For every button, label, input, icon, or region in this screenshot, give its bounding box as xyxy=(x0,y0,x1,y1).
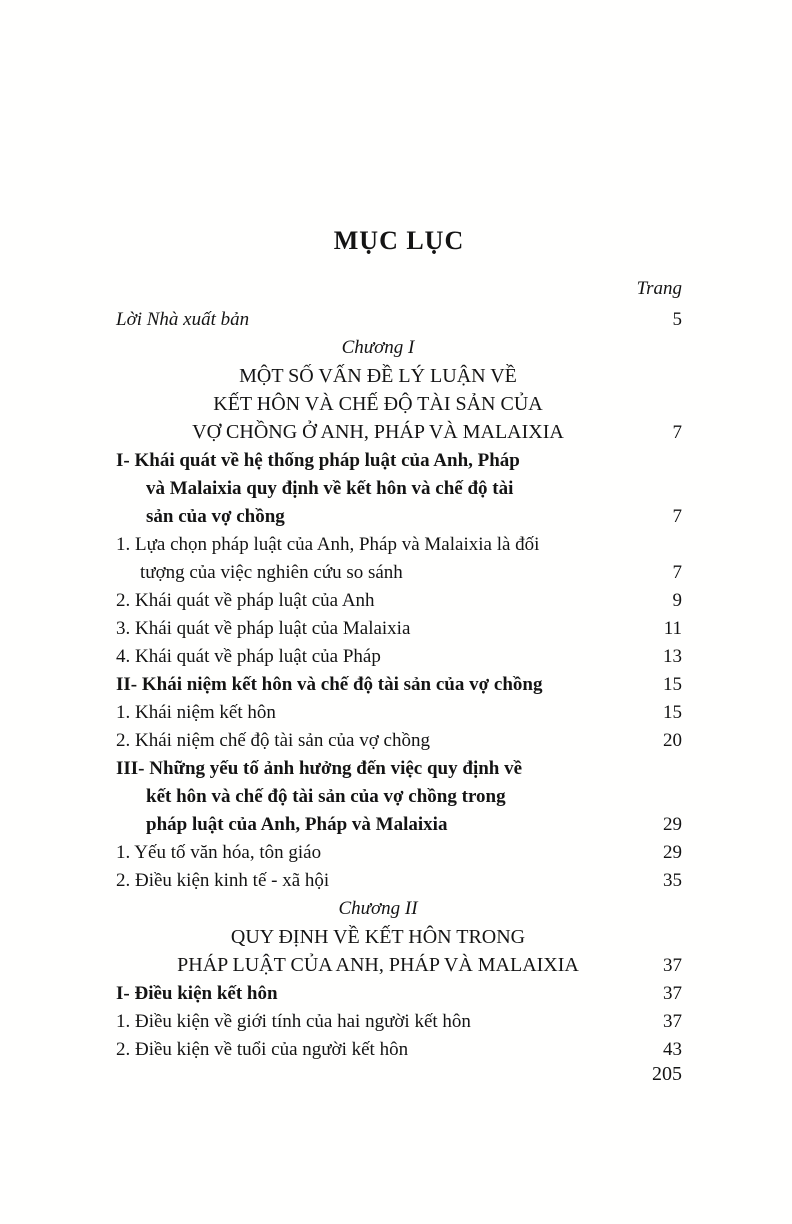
toc-entry-text: 1. Lựa chọn pháp luật của Anh, Pháp và Malaixia là đối xyxy=(116,534,540,555)
toc-entry xyxy=(116,306,682,334)
toc-entry-line xyxy=(116,418,682,447)
toc-entry-text: I- Khái quát về hệ thống pháp luật của Anh, Pháp xyxy=(116,450,520,471)
toc-entry-page: 7 xyxy=(672,422,682,443)
toc-entry-line xyxy=(116,503,682,531)
toc-entry-line xyxy=(116,755,682,783)
toc-entry xyxy=(116,839,682,867)
page-column-header: Trang xyxy=(636,278,682,299)
toc-entry xyxy=(116,727,682,755)
toc-entry-page: 11 xyxy=(663,618,682,639)
toc-entry-line xyxy=(116,951,682,980)
toc-entry xyxy=(116,447,682,531)
toc-entry xyxy=(116,755,682,839)
toc-entry-line xyxy=(116,895,682,923)
toc-entry xyxy=(116,1008,682,1036)
toc-entry-line xyxy=(116,447,682,475)
toc-entry-text: 2. Điều kiện về tuổi của người kết hôn xyxy=(116,1039,409,1060)
toc-entry-text: 3. Khái quát về pháp luật của Malaixia xyxy=(116,618,411,639)
toc-entry-page: 7 xyxy=(672,562,682,583)
toc-entry-line xyxy=(116,643,682,671)
toc-entry xyxy=(116,531,682,587)
toc-entry-text: 2. Khái quát về pháp luật của Anh xyxy=(116,590,375,611)
toc-entry-page: 15 xyxy=(663,702,682,723)
toc-entry xyxy=(116,895,682,923)
toc-entry-text: KẾT HÔN VÀ CHẾ ĐỘ TÀI SẢN CỦA xyxy=(213,393,543,415)
toc-list xyxy=(116,306,682,1064)
toc-entry-text: I- Điều kiện kết hôn xyxy=(116,983,278,1004)
page-title: MỤC LỤC xyxy=(333,226,465,255)
toc-entry-text: Chương I xyxy=(341,337,415,358)
toc-entry-line xyxy=(116,1008,682,1036)
toc-entry-text: 1. Điều kiện về giới tính của hai người kết hôn xyxy=(116,1011,471,1032)
toc-entry-line xyxy=(116,839,682,867)
toc-entry xyxy=(116,362,682,447)
toc-entry-line xyxy=(116,980,682,1008)
toc-entry-line xyxy=(116,727,682,755)
toc-entry xyxy=(116,671,682,699)
toc-entry-page: 5 xyxy=(672,309,682,330)
toc-entry-text: II- Khái niệm kết hôn và chế độ tài sản của vợ chồng xyxy=(116,674,543,695)
toc-entry xyxy=(116,334,682,362)
toc-entry-text: 2. Khái niệm chế độ tài sản của vợ chồng xyxy=(116,730,430,751)
folio-page-number: 205 xyxy=(652,1063,682,1085)
toc-entry xyxy=(116,1036,682,1064)
toc-entry-line xyxy=(116,362,682,390)
toc-entry-text: QUY ĐỊNH VỀ KẾT HÔN TRONG xyxy=(230,926,526,948)
toc-entry-line xyxy=(116,615,682,643)
toc-entry-page: 43 xyxy=(663,1039,682,1060)
toc-entry-line xyxy=(116,699,682,727)
toc-entry xyxy=(116,980,682,1008)
toc-entry-text: tượng của việc nghiên cứu so sánh xyxy=(140,562,403,583)
toc-entry xyxy=(116,643,682,671)
toc-entry-line xyxy=(116,1036,682,1064)
toc-entry-page: 29 xyxy=(663,842,682,863)
toc-entry-line xyxy=(116,306,682,334)
toc-entry-line xyxy=(116,923,682,951)
toc-entry-page: 15 xyxy=(663,674,682,695)
toc-entry-page: 20 xyxy=(663,730,682,751)
toc-entry xyxy=(116,699,682,727)
toc-entry-text: MỘT SỐ VẤN ĐỀ LÝ LUẬN VỀ xyxy=(239,365,517,387)
toc-entry xyxy=(116,615,682,643)
toc-entry-line xyxy=(116,475,682,503)
toc-entry-text: Chương II xyxy=(338,898,418,919)
toc-entry-text: pháp luật của Anh, Pháp và Malaixia xyxy=(146,814,448,835)
toc-entry-text: PHÁP LUẬT CỦA ANH, PHÁP VÀ MALAIXIA xyxy=(177,954,579,976)
toc-entry-line xyxy=(116,531,682,559)
toc-entry-line xyxy=(116,334,682,362)
toc-entry-text: VỢ CHỒNG Ở ANH, PHÁP VÀ MALAIXIA xyxy=(192,421,564,443)
toc-entry-line xyxy=(116,783,682,811)
toc-entry-text: và Malaixia quy định về kết hôn và chế độ tài xyxy=(146,478,514,499)
toc-entry-line xyxy=(116,390,682,418)
toc-entry-page: 35 xyxy=(663,870,682,891)
toc-entry-text: 1. Khái niệm kết hôn xyxy=(116,702,276,723)
toc-entry-page: 37 xyxy=(663,983,682,1004)
toc-entry-text: 1. Yếu tố văn hóa, tôn giáo xyxy=(116,842,322,863)
toc-entry-line xyxy=(116,559,682,587)
toc-entry-line xyxy=(116,671,682,699)
toc-entry xyxy=(116,587,682,615)
toc-entry xyxy=(116,867,682,895)
toc-entry xyxy=(116,923,682,980)
toc-entry-page: 37 xyxy=(663,955,682,976)
toc-entry-line xyxy=(116,587,682,615)
toc-entry-text: sản của vợ chồng xyxy=(146,506,285,527)
toc-entry-page: 7 xyxy=(672,506,682,527)
toc-entry-page: 29 xyxy=(663,814,682,835)
toc-entry-page: 9 xyxy=(672,590,682,611)
toc-entry-page: 13 xyxy=(663,646,682,667)
toc-entry-line xyxy=(116,867,682,895)
toc-entry-text: Lời Nhà xuất bản xyxy=(116,309,250,330)
toc-entry-text: kết hôn và chế độ tài sản của vợ chồng trong xyxy=(146,786,506,807)
toc-entry-text: III- Những yếu tố ảnh hưởng đến việc quy định về xyxy=(116,758,523,779)
toc-entry-text: 4. Khái quát về pháp luật của Pháp xyxy=(116,646,381,667)
toc-entry-line xyxy=(116,811,682,839)
toc-entry-text: 2. Điều kiện kinh tế - xã hội xyxy=(116,870,330,891)
toc-entry-page: 37 xyxy=(663,1011,682,1032)
